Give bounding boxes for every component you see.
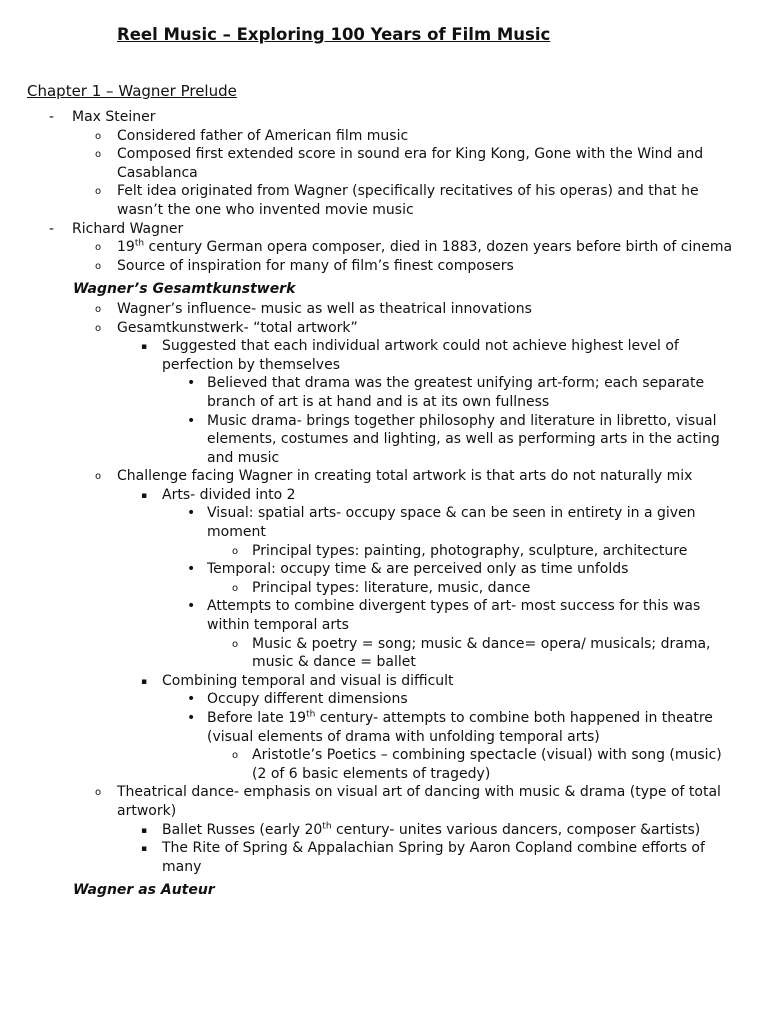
list-item-text — [207, 710, 713, 745]
list-item-text: Principal types: literature, music, dance — [252, 579, 531, 596]
list-item-text: Richard Wagner — [72, 220, 184, 237]
chapter-heading: Chapter 1 – Wagner Prelude — [27, 82, 237, 100]
list-item — [0, 145, 768, 182]
list-item-text: Temporal: occupy time & are perceived only as time unfolds — [207, 561, 629, 578]
superscript: th — [322, 820, 332, 831]
list-item-text: Combining temporal and visual is difficult — [162, 672, 454, 689]
list-item — [0, 504, 768, 541]
square-bullet: ▪ — [141, 825, 148, 836]
list-item-text: Occupy different dimensions — [207, 691, 408, 708]
circle-bullet: o — [95, 471, 102, 483]
section-heading-gesamtkunstwerk: Wagner’s Gesamtkunstwerk — [73, 281, 296, 298]
list-item-text: Visual: spatial arts- occupy space & can be seen in entirety in a given moment — [207, 505, 696, 541]
circle-bullet: o — [95, 787, 102, 799]
list-item — [0, 486, 768, 505]
list-item — [0, 412, 768, 468]
list-item-text: Challenge facing Wagner in creating total artwork is that arts do not naturally mix — [117, 468, 693, 485]
dot-bullet: • — [187, 561, 196, 578]
superscript: th — [134, 238, 145, 249]
list-item — [0, 542, 768, 561]
list-item — [0, 127, 768, 146]
circle-bullet: o — [95, 149, 102, 161]
list-item-text: Principal types: painting, photography, sculpture, architecture — [252, 542, 688, 559]
list-item — [0, 690, 768, 709]
list-item-richard-wagner — [0, 220, 768, 239]
list-item-text: Source of inspiration for many of film’s finest composers — [117, 257, 514, 274]
list-item-text: Arts- divided into 2 — [162, 486, 296, 503]
list-item-text: Music drama- brings together philosophy and literature in libretto, visual elements, costumes and lighting, as well as performing arts in the acting and music — [207, 412, 720, 466]
list-item-text: Suggested that each individual artwork could not achieve highest level of perfection by themselves — [162, 338, 679, 373]
list-item — [0, 300, 768, 319]
text-fragment: Ballet Russes (early 20 — [162, 821, 323, 838]
dot-bullet: • — [187, 710, 196, 726]
list-item-text: Considered father of American film music — [117, 127, 409, 144]
list-item — [0, 467, 768, 486]
list-item-text: Felt idea originated from Wagner (specifically recitatives of his operas) and that he wasn’t the one who invented movie music — [117, 183, 699, 218]
list-item-text: Believed that drama was the greatest unifying art-form; each separate branch of art is at hand and is at its own fullness — [207, 375, 705, 410]
list-item — [0, 238, 768, 257]
document-body — [0, 108, 768, 901]
circle-bullet: o — [95, 186, 102, 198]
dash-bullet: - — [49, 109, 55, 125]
list-item — [0, 839, 768, 876]
list-item-text: Theatrical dance- emphasis on visual art of dancing with music & drama (type of total artwork) — [117, 784, 721, 819]
dot-bullet: • — [187, 375, 196, 392]
list-item-text: Gesamtkunstwerk- “total artwork” — [117, 319, 358, 336]
circle-bullet: o — [95, 242, 102, 254]
text-fragment: century- unites various dancers, composer &artists) — [331, 821, 701, 838]
list-item — [0, 635, 768, 672]
circle-bullet: o — [232, 750, 239, 762]
list-item — [0, 709, 768, 746]
circle-bullet: o — [232, 582, 239, 594]
square-bullet: ▪ — [141, 490, 148, 501]
list-item-text: The Rite of Spring & Appalachian Spring by Aaron Copland combine efforts of many — [162, 840, 705, 875]
dot-bullet: • — [187, 691, 196, 708]
text-fragment: century- attempts to combine both happened in theatre (visual elements of drama with unfolding temporal arts) — [207, 710, 713, 745]
list-item — [0, 182, 768, 219]
dash-bullet: - — [49, 220, 55, 237]
document-title: Reel Music – Exploring 100 Years of Film Music — [117, 25, 551, 44]
dot-bullet: • — [187, 505, 196, 522]
list-item — [0, 579, 768, 598]
circle-bullet: o — [95, 322, 102, 334]
list-item — [0, 560, 768, 579]
list-item — [0, 319, 768, 338]
list-item-max-steiner — [0, 108, 768, 127]
circle-bullet: o — [95, 303, 102, 315]
list-item-text: Wagner’s influence- music as well as theatrical innovations — [117, 300, 532, 317]
list-item — [0, 783, 768, 820]
list-item-text — [162, 822, 700, 838]
section-heading-auteur: Wagner as Auteur — [73, 882, 215, 899]
text-fragment: Before late 19 — [207, 710, 307, 726]
square-bullet: ▪ — [141, 342, 148, 353]
text-fragment: century German opera composer, died in 1883, dozen years before birth of cinema — [144, 239, 733, 256]
list-item-text: Aristotle’s Poetics – combining spectacle (visual) with song (music) (2 of 6 basic elements of tragedy) — [252, 747, 722, 782]
square-bullet: ▪ — [141, 676, 148, 687]
list-item — [0, 374, 768, 411]
square-bullet: ▪ — [141, 844, 148, 855]
circle-bullet: o — [95, 260, 102, 272]
text-fragment: 19 — [117, 239, 135, 256]
list-item-text: Composed first extended score in sound era for King Kong, Gone with the Wind and Casablanca — [117, 146, 704, 181]
list-item — [0, 257, 768, 276]
list-item-text: Music & poetry = song; music & dance= opera/ musicals; drama, music & dance = ballet — [252, 635, 711, 671]
list-item-text: Max Steiner — [72, 109, 156, 125]
dot-bullet: • — [187, 412, 196, 429]
circle-bullet: o — [232, 545, 239, 557]
list-item — [0, 337, 768, 374]
list-item — [0, 821, 768, 840]
list-item-text — [117, 239, 732, 255]
circle-bullet: o — [232, 638, 239, 650]
circle-bullet: o — [95, 130, 102, 142]
superscript: th — [306, 709, 316, 720]
list-item — [0, 746, 768, 783]
list-item — [0, 597, 768, 634]
list-item-text: Attempts to combine divergent types of art- most success for this was within temporal arts — [207, 598, 701, 634]
dot-bullet: • — [187, 598, 196, 615]
list-item — [0, 672, 768, 691]
